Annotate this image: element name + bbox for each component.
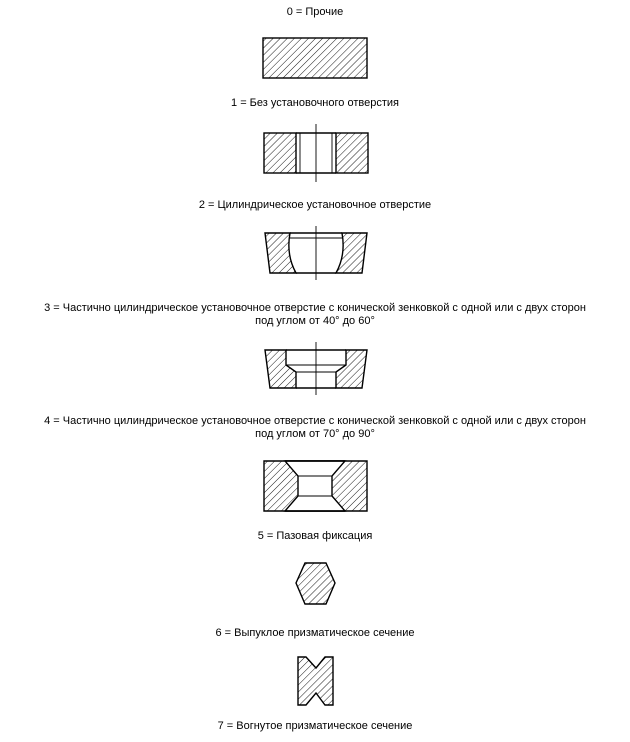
figure-3-countersunk-hole-40-60: [265, 342, 367, 395]
figure-0-solid-block: [263, 38, 367, 78]
caption-3: 3 = Частично цилиндрическое установочное отверстие с конической зенковкой с одной или с двух сторон под углом от 40° до 60°: [44, 302, 586, 327]
caption-6: 6 = Выпуклое призматическое сечение: [215, 627, 415, 639]
caption-7: 7 = Вогнутое призматическое сечение: [217, 720, 413, 732]
caption-4: 4 = Частично цилиндрическое установочное отверстие с конической зенковкой с одной или с двух сторон под углом от 70° до 90°: [44, 415, 586, 440]
figure-4-countersunk-hole-70-90: [264, 461, 367, 511]
figure-5-hexagon: [296, 563, 335, 604]
caption-1: 1 = Без установочного отверстия: [231, 97, 399, 109]
caption-0: 0 = Прочие: [286, 6, 344, 18]
figure-2-flared-hole: [265, 226, 367, 280]
caption-5: 5 = Пазовая фиксация: [257, 530, 373, 542]
figure-1-cylindrical-hole: [264, 124, 368, 182]
caption-2: 2 = Цилиндрическое установочное отверстие: [198, 199, 432, 211]
figure-6-prismatic-section: [298, 657, 333, 705]
